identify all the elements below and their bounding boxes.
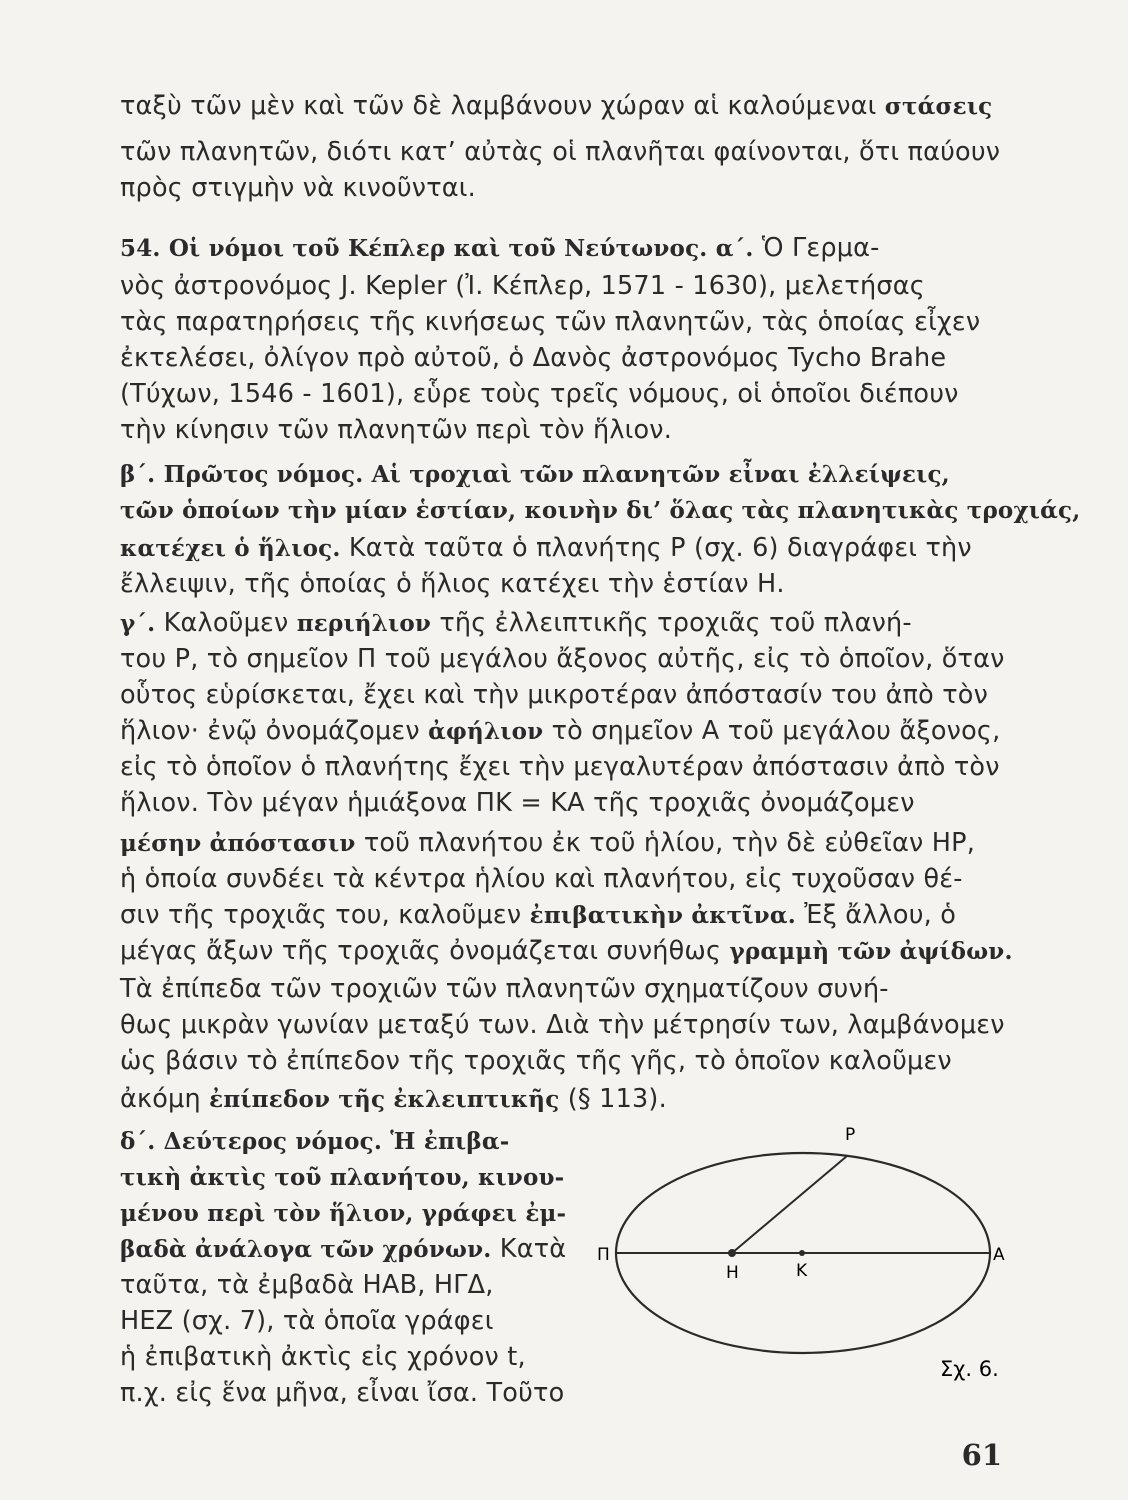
bold-term: μέσην ἀπόστασιν (120, 830, 356, 857)
text-segment: τῆς ἐλλειπτικῆς τροχιᾶς τοῦ πλανή- (431, 608, 912, 638)
text-line (120, 88, 992, 125)
bold-term: στάσεις (884, 93, 993, 120)
text-line (120, 785, 915, 821)
radius-vector (732, 1156, 847, 1253)
label-h: H (726, 1263, 739, 1283)
text-line (120, 1375, 564, 1411)
bold-term: γ΄. (120, 610, 156, 637)
page-number: 61 (961, 1438, 1002, 1472)
text-line (120, 230, 880, 267)
center-point (799, 1250, 805, 1256)
bold-term: γραμμὴ τῶν ἀψίδων. (729, 938, 1013, 965)
bold-term: β΄. Πρῶτος νόμος. Αἱ τροχιαὶ τῶν πλανητῶν εἶναι ἐλλείψεις, (120, 461, 950, 488)
bold-term: ἀφήλιον (428, 718, 544, 745)
text-segment: σιν τῆς τροχιᾶς του, καλοῦμεν (120, 900, 530, 930)
ellipse-figure (595, 1118, 1015, 1418)
text-segment: του Ρ, τὸ σημεῖον Π τοῦ μεγάλου ἄξονος αὐτῆς, εἰς τὸ ὁποῖον, ὅταν (120, 644, 1005, 674)
text-segment: ἥλιον. Τὸν μέγαν ἡμιάξονα ΠΚ = ΚΑ τῆς τροχιᾶς ὀνομάζομεν (120, 788, 915, 818)
text-line (120, 933, 1013, 970)
text-segment: Κατὰ (491, 1234, 567, 1264)
text-segment: ἥλιον· ἐνῷ ὀνομάζομεν (120, 716, 429, 746)
text-segment: τοῦ πλανήτου ἐκ τοῦ ἡλίου, τὴν δὲ εὐθεῖαν ΗΡ, (355, 828, 976, 858)
text-line (120, 1267, 494, 1303)
text-segment: ΗΕΖ (σχ. 7), τὰ ὁποῖα γράφει (120, 1306, 494, 1336)
text-segment: νὸς ἀστρονόμος J. Kepler (Ἰ. Κέπλερ, 1571 - 1630), μελετήσας (120, 271, 925, 301)
text-line (120, 412, 672, 448)
text-segment: ἐκτελέσει, ὀλίγον πρὸ αὐτοῦ, ὁ Δανὸς ἀστρονόμος Tycho Brahe (120, 343, 947, 373)
text-line (120, 897, 956, 934)
text-segment: ταξὺ τῶν μὲν καὶ τῶν δὲ λαμβάνουν χώραν αἱ καλούμεναι (120, 91, 885, 121)
text-segment: Κατὰ ταῦτα ὁ πλανήτης Ρ (σχ. 6) διαγράφει τὴν (340, 533, 972, 563)
text-segment: ἀκόμη (120, 1084, 210, 1114)
text-line (120, 1339, 526, 1375)
text-line (120, 1123, 509, 1160)
text-segment: (§ 113). (559, 1084, 667, 1114)
text-segment: πρὸς στιγμὴν νὰ κινοῦνται. (120, 173, 476, 203)
text-segment: π.χ. εἰς ἕνα μῆνα, εἶναι ἴσα. Τοῦτο (120, 1378, 565, 1408)
text-segment: Ὁ Γερμα- (753, 233, 880, 263)
bold-term: δ΄. Δεύτερος νόμος. Ἡ ἐπιβα- (120, 1128, 510, 1155)
text-line (120, 1159, 564, 1196)
text-line (120, 1007, 1005, 1043)
text-segment: τὰς παρατηρήσεις τῆς κινήσεως τῶν πλανητῶν, τὰς ὁποίας εἶχεν (120, 307, 981, 337)
text-line (120, 1195, 566, 1232)
text-line (120, 641, 1005, 677)
text-segment: τῶν πλανητῶν, διότι κατ’ αὐτὰς οἱ πλανῆται φαίνονται, ὅτι παύουν (120, 137, 1001, 167)
bold-term: 54. Οἱ νόμοι τοῦ Κέπλερ καὶ τοῦ Νεύτωνος. α΄. (120, 235, 754, 262)
text-line (120, 304, 980, 340)
text-segment: τὸ σημεῖον Α τοῦ μεγάλου ἄξονος, (543, 716, 1001, 746)
bold-term: ἐπιβατικὴν ἀκτῖνα. (529, 902, 796, 929)
label-p: P (845, 1125, 856, 1145)
text-line (120, 566, 785, 602)
text-segment: οὗτος εὑρίσκεται, ἔχει καὶ τὴν μικροτέραν ἀπόστασίν του ἀπὸ τὸν (120, 680, 989, 710)
text-segment: ἡ ἐπιβατικὴ ἀκτὶς εἰς χρόνον t, (120, 1342, 526, 1372)
focus-point (728, 1249, 736, 1257)
bold-term: τῶν ὁποίων τὴν μίαν ἑστίαν, κοινὴν δι’ ὅλας τὰς πλανητικὰς τροχιάς, (120, 497, 1081, 524)
text-line (120, 456, 950, 493)
text-line (120, 1231, 566, 1268)
text-segment: Τὰ ἐπίπεδα τῶν τροχιῶν τῶν πλανητῶν σχηματίζουν συνή- (120, 974, 889, 1004)
bold-term: βαδὰ ἀνάλογα τῶν χρόνων. (120, 1236, 492, 1263)
text-line (120, 861, 963, 897)
text-line (120, 1081, 667, 1118)
bold-term: μένου περὶ τὸν ἥλιον, γράφει ἐμ- (120, 1200, 567, 1227)
text-segment: Καλοῦμεν (155, 608, 297, 638)
bold-term: τικὴ ἀκτὶς τοῦ πλανήτου, κινου- (120, 1164, 565, 1191)
text-segment: Ἐξ ἄλλου, ὁ (795, 900, 957, 930)
label-k: K (796, 1261, 808, 1281)
text-segment: ἔλλειψιν, τῆς ὁποίας ὁ ἥλιος κατέχει τὴν ἑστίαν Η. (120, 569, 785, 599)
bold-term: κατέχει ὁ ἥλιος. (120, 535, 341, 562)
text-line (120, 376, 959, 412)
text-segment: ταῦτα, τὰ ἐμβαδὰ ΗΑΒ, ΗΓΔ, (120, 1270, 494, 1300)
text-segment: θως μικρὰν γωνίαν μεταξύ των. Διὰ τὴν μέτρησίν των, λαμβάνομεν (120, 1010, 1005, 1040)
text-segment: τὴν κίνησιν τῶν πλανητῶν περὶ τὸν ἥλιον. (120, 415, 673, 445)
text-line (120, 825, 975, 862)
text-line (120, 1303, 494, 1339)
text-line (120, 1043, 952, 1079)
text-line (120, 170, 476, 206)
text-segment: μέγας ἄξων τῆς τροχιᾶς ὀνομάζεται συνήθως (120, 936, 730, 966)
text-line (120, 713, 1000, 750)
label-a: A (993, 1245, 1005, 1265)
bold-term: ἐπίπεδον τῆς ἐκλειπτικῆς (209, 1086, 560, 1113)
text-line (120, 677, 988, 713)
text-line (120, 530, 972, 567)
figure-caption: Σχ. 6. (940, 1357, 999, 1381)
text-line (120, 492, 1080, 529)
text-segment: ἡ ὁποία συνδέει τὰ κέντρα ἡλίου καὶ πλανήτου, εἰς τυχοῦσαν θέ- (120, 864, 963, 894)
text-segment: εἰς τὸ ὁποῖον ὁ πλανήτης ἔχει τὴν μεγαλυτέραν ἀπόστασιν ἀπὸ τὸν (120, 752, 1000, 782)
text-line (120, 749, 1000, 785)
text-segment: ὡς βάσιν τὸ ἐπίπεδον τῆς τροχιᾶς τῆς γῆς, τὸ ὁποῖον καλοῦμεν (120, 1046, 952, 1076)
text-line (120, 268, 925, 304)
label-pi: Π (597, 1245, 610, 1265)
text-segment: (Τύχων, 1546 - 1601), εὗρε τοὺς τρεῖς νόμους, οἱ ὁποῖοι διέπουν (120, 379, 959, 409)
text-line (120, 971, 889, 1007)
text-line (120, 340, 946, 376)
text-line (120, 134, 1000, 170)
bold-term: περιήλιον (296, 610, 432, 637)
text-line (120, 605, 912, 642)
